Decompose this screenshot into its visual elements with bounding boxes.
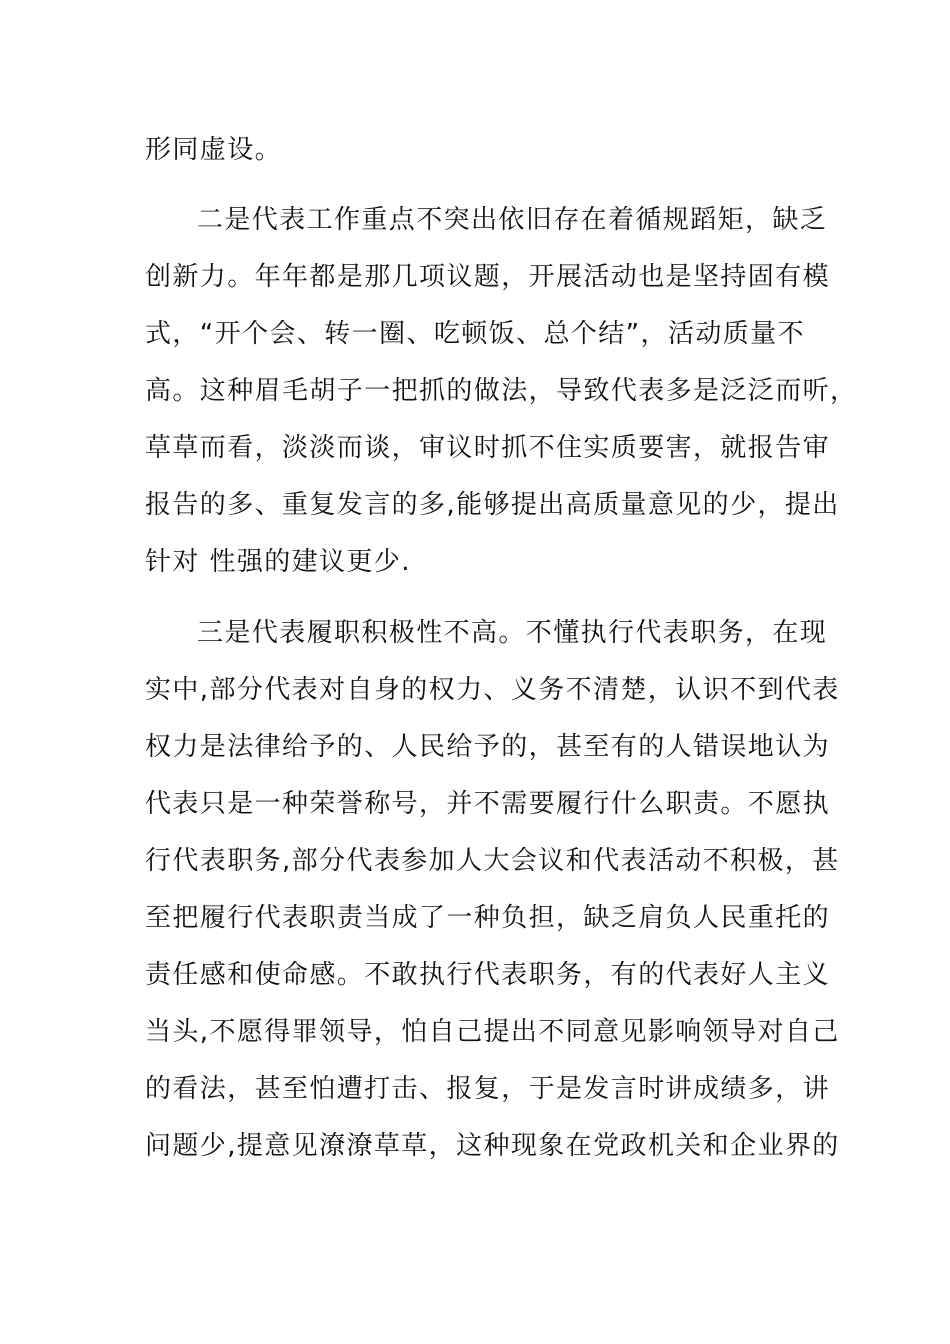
text-line: 当头,不愿得罪领导，怕自己提出不同意见影响领导对自己 [145, 1017, 840, 1047]
paragraph-first-line: 二是代表工作重点不突出依旧存在着循规蹈矩，缺乏 [197, 205, 828, 235]
text-line: 报告的多、重复发言的多,能够提出高质量意见的少，提出 [145, 490, 840, 520]
text-line: 针对 性强的建议更少. [145, 547, 411, 577]
text-line: 创新力。年年都是那几项议题，开展活动也是坚持固有模 [145, 262, 831, 292]
text-line: 责任感和使命感。不敢执行代表职务，有的代表好人主义 [145, 960, 831, 990]
text-line: 权力是法律给予的、人民给予的，甚至有的人错误地认为 [145, 732, 831, 762]
text-line: 的看法，甚至怕遭打击、报复，于是发言时讲成绩多，讲 [145, 1074, 831, 1104]
text-line: 高。这种眉毛胡子一把抓的做法，导致代表多是泛泛而听， [145, 376, 858, 406]
text-line: 式，“开个会、转一圈、吃顿饭、总个结”，活动质量不 [145, 319, 805, 349]
paragraph-first-line: 三是代表履职积极性不高。不懂执行代表职务，在现 [197, 618, 828, 648]
text-line: 实中,部分代表对自身的权力、义务不清楚，认识不到代表 [145, 675, 840, 705]
text-line: 形同虚设。 [145, 135, 283, 165]
text-line: 问题少,提意见潦潦草草，这种现象在党政机关和企业界的 [145, 1131, 840, 1161]
text-line: 行代表职务,部分代表参加人大会议和代表活动不积极，甚 [145, 846, 840, 876]
text-line: 代表只是一种荣誉称号，并不需要履行什么职责。不愿执 [145, 789, 831, 819]
text-line: 至把履行代表职责当成了一种负担，缺乏肩负人民重托的 [145, 903, 831, 933]
text-line: 草草而看，淡淡而谈，审议时抓不住实质要害，就报告审 [145, 433, 831, 463]
